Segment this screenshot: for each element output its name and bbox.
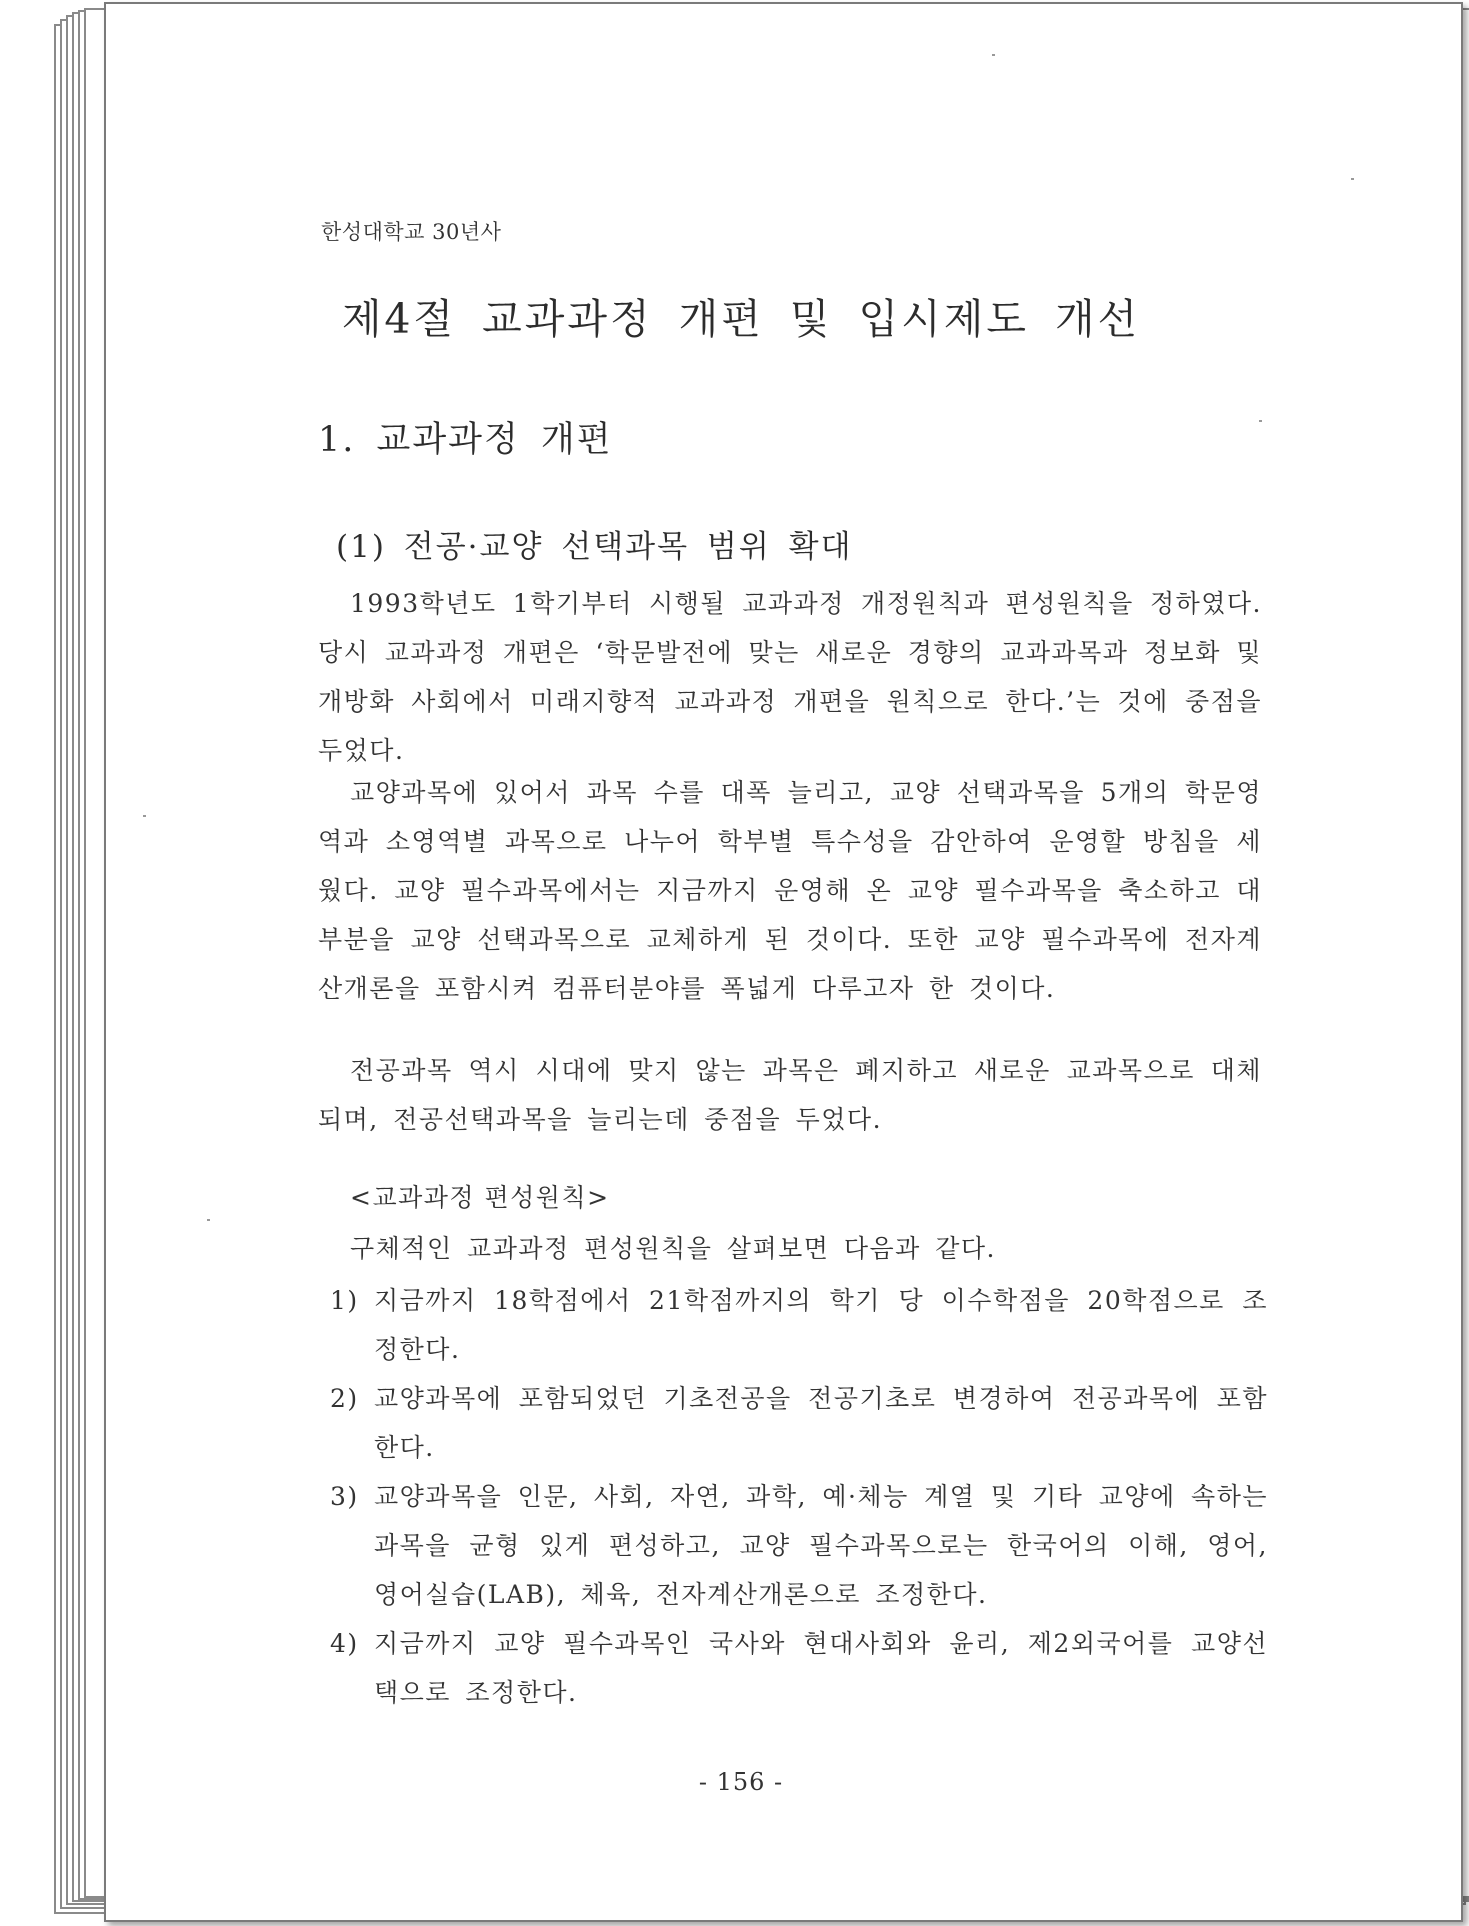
subsection-title: 1. 교과과정 개편 [318, 420, 613, 460]
scan-speck [207, 1219, 210, 1221]
scan-speck [1259, 420, 1262, 422]
list-item-number: 4) [330, 1629, 359, 1658]
list-item [330, 1276, 1268, 1374]
principles-intro: 구체적인 교과과정 편성원칙을 살펴보면 다음과 같다. [350, 1234, 996, 1263]
paragraph-text: 교양과목에 있어서 과목 수를 대폭 늘리고, 교양 선택과목을 5개의 학문영역과 소영역별 과목으로 나누어 학부별 특수성을 감안하여 운영할 방침을 세웠다. 교양 필수과목에서는 지금까지 운영해 온 교양 필수과목을 축소하고 대부분을 교양 선택과목으로 교체하게 된 것이다. 또한 교양 필수과목에 전자계산개론을 포함시켜 컴퓨터분야를 폭넓게 다루고자 한 것이다. [318, 778, 1262, 1003]
list-item [330, 1374, 1268, 1472]
list-item-number: 3) [330, 1482, 359, 1511]
list-item-number: 1) [330, 1286, 359, 1315]
body-paragraph [318, 1046, 1262, 1144]
list-item-text: 교양과목에 포함되었던 기초전공을 전공기초로 변경하여 전공과목에 포함한다. [374, 1384, 1268, 1462]
body-paragraph [318, 768, 1262, 1013]
list-item [330, 1472, 1268, 1619]
principles-list [330, 1276, 1268, 1717]
subheading: (1) 전공·교양 선택과목 범위 확대 [336, 529, 853, 565]
scan-speck [143, 815, 146, 817]
list-item-number: 2) [330, 1384, 359, 1413]
body-paragraph [318, 579, 1262, 775]
section-title: 제4절 교과과정 개편 및 입시제도 개선 [341, 295, 1141, 343]
scan-speck [992, 54, 995, 56]
list-item [330, 1619, 1268, 1717]
list-item-text: 교양과목을 인문, 사회, 자연, 과학, 예·체능 계열 및 기타 교양에 속하는 과목을 균형 있게 편성하고, 교양 필수과목으로는 한국어의 이해, 영어, 영어실습(LAB), 체육, 전자계산개론으로 조정한다. [374, 1482, 1268, 1609]
list-item-text: 지금까지 18학점에서 21학점까지의 학기 당 이수학점을 20학점으로 조정한다. [374, 1286, 1268, 1364]
principles-heading: <교과과정 편성원칙> [350, 1183, 610, 1212]
paragraph-text: 전공과목 역시 시대에 맞지 않는 과목은 폐지하고 새로운 교과목으로 대체되며, 전공선택과목을 늘리는데 중점을 두었다. [318, 1056, 1262, 1134]
page-number: - 156 - [698, 1768, 784, 1796]
running-header: 한성대학교 30년사 [321, 220, 502, 244]
scan-speck [1351, 178, 1354, 180]
paragraph-text: 1993학년도 1학기부터 시행될 교과과정 개정원칙과 편성원칙을 정하였다. 당시 교과과정 개편은 ‘학문발전에 맞는 새로운 경향의 교과과목과 정보화 및 개방화 사회에서 미래지향적 교과과정 개편을 원칙으로 한다.’는 것에 중점을 두었다. [318, 589, 1262, 765]
list-item-text: 지금까지 교양 필수과목인 국사와 현대사회와 윤리, 제2외국어를 교양선택으로 조정한다. [374, 1629, 1268, 1707]
